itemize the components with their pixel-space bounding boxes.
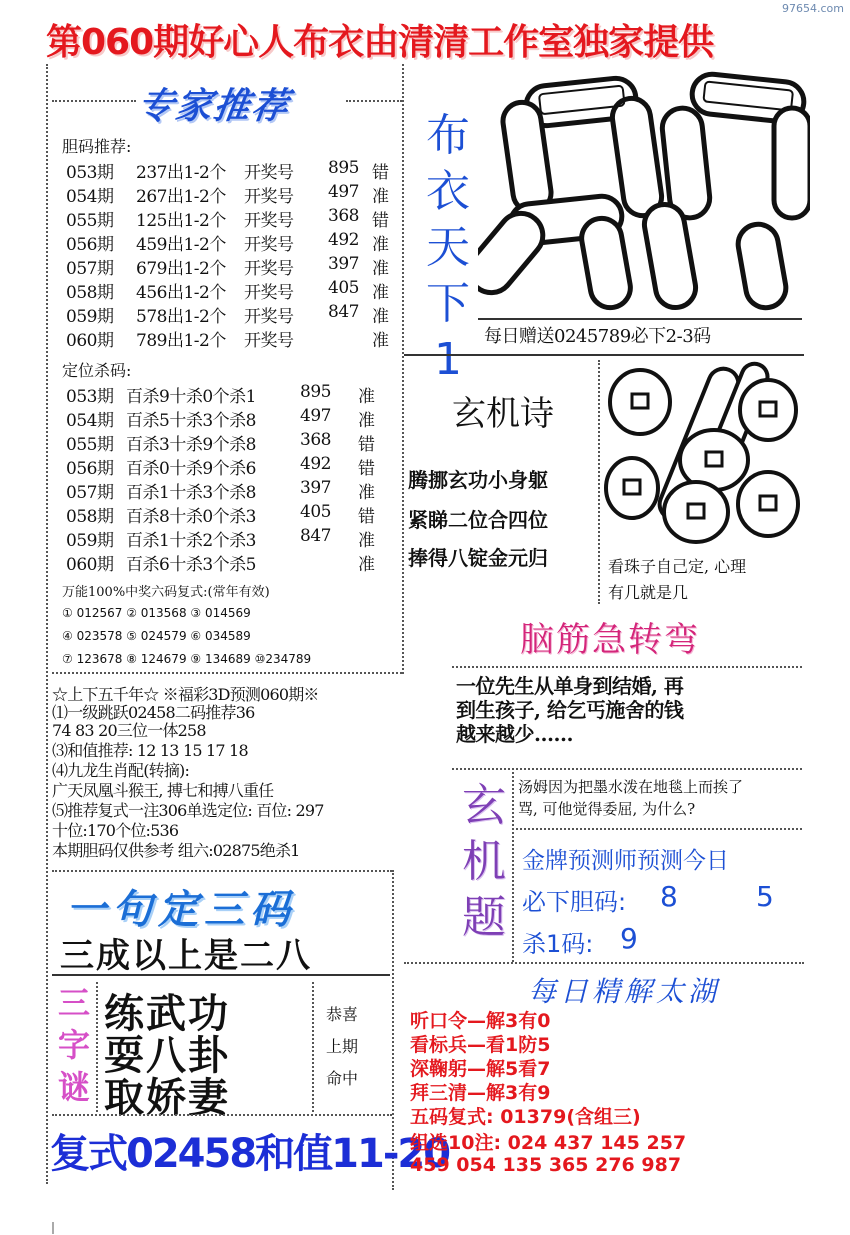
congrats-text: 恭喜: [326, 1005, 359, 1024]
coin-caption: 看珠子自己定, 心理: [608, 557, 747, 576]
gold-kill-value: 9: [620, 922, 638, 955]
kill-code: 百杀8十杀0个杀3: [126, 507, 256, 527]
issue: 055期: [66, 435, 114, 455]
draw-number: 368: [300, 430, 331, 450]
congrats-text: 命中: [326, 1069, 359, 1088]
divider: [52, 974, 390, 976]
prediction-line: ⑷九龙生肖配(转摘):: [52, 761, 190, 780]
prediction-line: 本期胆码仅供参考 组六:02875绝杀1: [52, 841, 300, 860]
result: 准: [358, 387, 375, 407]
vertical-char: 布: [426, 110, 470, 161]
divider: [52, 870, 392, 872]
brain-teaser-line: 越来越少……: [456, 722, 573, 746]
dan-code: 459出1-2个: [136, 235, 226, 255]
divider: [404, 962, 804, 964]
bottom-mark: [52, 1222, 54, 1234]
page-title: 第060期好心人布衣由清清工作室独家提供: [46, 22, 714, 63]
issue: 053期: [66, 163, 114, 183]
poem-title: 玄机诗: [452, 394, 554, 434]
issue: 054期: [66, 411, 114, 431]
vertical-char: 玄: [462, 780, 506, 831]
six-code-row: ① 012567 ② 013568 ③ 014569: [62, 606, 251, 620]
kill-code: 百杀1十杀2个杀3: [126, 531, 256, 551]
gold-dan-value: 5: [756, 880, 774, 913]
issue: 059期: [66, 531, 114, 551]
result: 准: [372, 259, 389, 279]
gold-kill-label: 杀1码:: [522, 930, 594, 958]
poem-line: 捧得八锭金元归: [408, 546, 548, 570]
draw-number: 492: [300, 454, 331, 474]
result: 错: [358, 459, 375, 479]
draw-number: 405: [328, 278, 359, 298]
dan-code: 679出1-2个: [136, 259, 226, 279]
big-number-graphic: [478, 68, 810, 318]
taihu-line: 拜三清—解3有9: [410, 1082, 551, 1104]
riddle-phrase: 取娇妻: [104, 1075, 230, 1121]
result: 错: [372, 211, 389, 231]
issue: 060期: [66, 331, 114, 351]
result: 准: [372, 283, 389, 303]
draw-number: 847: [300, 526, 331, 546]
six-code-title: 万能100%中奖六码复式:(常年有效): [62, 585, 270, 600]
vertical-char: 1: [434, 334, 462, 385]
issue: 056期: [66, 459, 114, 479]
poem-line: 腾挪玄功小身躯: [408, 468, 548, 492]
divider: [512, 772, 514, 962]
kill-code: 百杀1十杀3个杀8: [126, 483, 256, 503]
coins-graphic: [604, 358, 804, 550]
kill-code: 百杀3十杀9个杀8: [126, 435, 256, 455]
fushi-line: 复式02458和值11-20: [50, 1131, 450, 1177]
three-char-riddle-label: 三字谜: [57, 984, 90, 1106]
issue: 058期: [66, 507, 114, 527]
draw-number: 492: [328, 230, 359, 250]
issue: 060期: [66, 555, 114, 575]
issue: 056期: [66, 235, 114, 255]
one-sentence-heading: 一句定三码: [66, 887, 296, 933]
draw-label: 开奖号: [244, 187, 294, 207]
taihu-line: 459 054 135 365 276 987: [410, 1154, 682, 1176]
prediction-line: 十位:170个位:536: [52, 821, 179, 840]
result: 准: [358, 483, 375, 503]
expert-heading: 专家推荐: [134, 86, 293, 127]
draw-number: 397: [300, 478, 331, 498]
gold-dan-label: 必下胆码:: [522, 888, 627, 916]
result: 错: [358, 507, 375, 527]
divider: [52, 100, 136, 102]
prediction-line: 广天凤凰斗猴王, 搏七和搏八重任: [52, 781, 274, 800]
result: 准: [372, 235, 389, 255]
kill-code: 百杀5十杀3个杀8: [126, 411, 256, 431]
issue: 057期: [66, 259, 114, 279]
prediction-line: ☆上下五千年☆ ※福彩3D预测060期※: [52, 685, 319, 704]
divider: [52, 1114, 392, 1116]
prediction-line: ⑴一级跳跃02458二码推荐36: [52, 703, 255, 722]
vertical-char: 天: [426, 222, 470, 273]
issue: 057期: [66, 483, 114, 503]
draw-number: 368: [328, 206, 359, 226]
taihu-line: 看标兵—看1防5: [410, 1034, 551, 1056]
draw-number: 847: [328, 302, 359, 322]
taihu-line: 深鞠躬—解5看7: [410, 1058, 551, 1080]
draw-label: 开奖号: [244, 331, 294, 351]
dan-code: 789出1-2个: [136, 331, 226, 351]
brain-teaser-title: 脑筋急转弯: [520, 620, 700, 660]
kill-code: 百杀9十杀0个杀1: [126, 387, 256, 407]
six-code-row: ⑦ 123678 ⑧ 124679 ⑨ 134689 ⑩234789: [62, 652, 312, 666]
draw-label: 开奖号: [244, 211, 294, 231]
draw-number: 405: [300, 502, 331, 522]
gold-dan-value: 8: [660, 880, 678, 913]
one-sentence-answer: 三成以上是二八: [60, 936, 312, 976]
dan-code: 125出1-2个: [136, 211, 226, 231]
divider: [478, 318, 802, 320]
kill-code: 百杀0十杀9个杀6: [126, 459, 256, 479]
result: 准: [358, 555, 375, 575]
draw-number: 497: [328, 182, 359, 202]
six-code-row: ④ 023578 ⑤ 024579 ⑥ 034589: [62, 629, 251, 643]
dan-label: 胆码推荐:: [62, 137, 132, 156]
congrats-text: 上期: [326, 1037, 359, 1056]
divider: [452, 666, 802, 668]
taihu-title: 每日精解太湖: [528, 975, 721, 1008]
divider: [346, 100, 402, 102]
result: 准: [358, 411, 375, 431]
divider: [516, 828, 802, 830]
taihu-line: 听口令—解3有0: [410, 1010, 551, 1032]
xuanji-vertical-title: [456, 778, 512, 946]
taihu-line: 组选10注: 024 437 145 257: [410, 1132, 687, 1154]
bu-yi-vertical-title: [420, 108, 476, 388]
riddle-line: 汤姆因为把墨水泼在地毯上而挨了: [518, 778, 744, 796]
dan-code: 456出1-2个: [136, 283, 226, 303]
draw-label: 开奖号: [244, 283, 294, 303]
draw-label: 开奖号: [244, 235, 294, 255]
issue: 059期: [66, 307, 114, 327]
brain-teaser-line: 一位先生从单身到结婚, 再: [456, 674, 684, 698]
prediction-line: 74 83 20三位一体258: [52, 721, 206, 740]
draw-number: 497: [300, 406, 331, 426]
result: 错: [372, 163, 389, 183]
issue: 058期: [66, 283, 114, 303]
divider: [598, 360, 600, 604]
dan-code: 267出1-2个: [136, 187, 226, 207]
riddle-phrase: 耍八卦: [104, 1033, 230, 1079]
gold-predictor-title: 金牌预测师预测今日: [522, 848, 729, 874]
column-divider: [402, 64, 404, 674]
divider: [312, 982, 314, 1112]
draw-label: 开奖号: [244, 259, 294, 279]
result: 错: [358, 435, 375, 455]
daily-gift-text: 每日赠送0245789必下2-3码: [484, 326, 711, 347]
dan-code: 237出1-2个: [136, 163, 226, 183]
draw-label: 开奖号: [244, 163, 294, 183]
vertical-char: 题: [462, 892, 506, 943]
draw-number: 895: [328, 158, 359, 178]
left-border: [46, 64, 48, 1184]
riddle-phrase: 练武功: [104, 991, 230, 1037]
result: 准: [372, 187, 389, 207]
poem-line: 紧睇二位合四位: [408, 508, 548, 532]
site-watermark: 97654.com: [782, 2, 844, 15]
draw-label: 开奖号: [244, 307, 294, 327]
divider: [52, 672, 402, 674]
prediction-line: ⑶和值推荐: 12 13 15 17 18: [52, 741, 248, 760]
result: 准: [372, 331, 389, 351]
draw-number: 397: [328, 254, 359, 274]
prediction-line: ⑸推荐复式一注306单选定位: 百位: 297: [52, 801, 324, 820]
vertical-char: 下: [426, 278, 470, 329]
vertical-char: 机: [462, 836, 506, 887]
issue: 053期: [66, 387, 114, 407]
kill-label: 定位杀码:: [62, 361, 132, 380]
result: 准: [372, 307, 389, 327]
vertical-char: 衣: [426, 166, 470, 217]
dan-code: 578出1-2个: [136, 307, 226, 327]
divider: [96, 982, 98, 1112]
divider: [404, 354, 804, 356]
riddle-line: 骂, 可他觉得委屈, 为什么?: [518, 800, 696, 818]
issue: 054期: [66, 187, 114, 207]
brain-teaser-line: 到生孩子, 给乞丐施舍的钱: [456, 698, 684, 722]
issue: 055期: [66, 211, 114, 231]
taihu-line: 五码复式: 01379(含组三): [410, 1106, 641, 1128]
result: 准: [358, 531, 375, 551]
coin-caption: 有几就是几: [608, 583, 689, 602]
kill-code: 百杀6十杀3个杀5: [126, 555, 256, 575]
divider: [452, 768, 802, 770]
draw-number: 895: [300, 382, 331, 402]
